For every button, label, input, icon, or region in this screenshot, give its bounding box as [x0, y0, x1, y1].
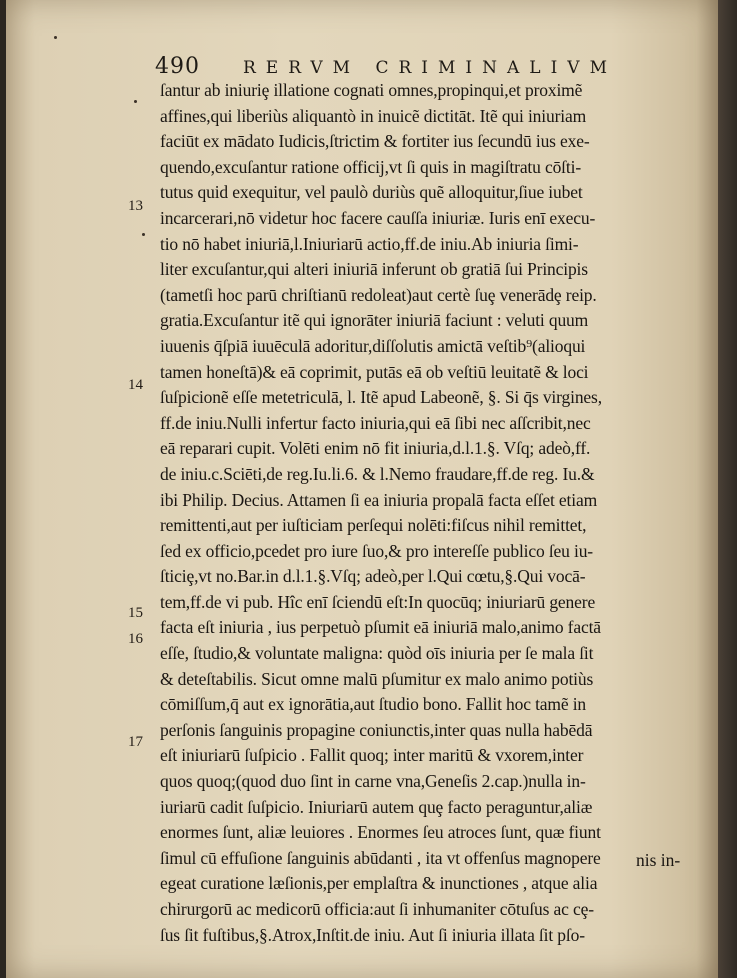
text-line: ſus ſit fuſtibus,§.Atrox,Inſtit.de iniu. Aut ſi iniuria illata ſit pſo-	[160, 924, 585, 945]
text-line: quos quoq;(quod duo ſint in carne vna,Geneſis 2.cap.)nulla in-	[160, 771, 586, 792]
margin-number: 16	[128, 631, 143, 647]
margin-dot	[142, 233, 145, 236]
text-line: iuriarū cadit ſuſpicio. Iniuriarū autem quȩ facto peraguntur,aliæ	[160, 796, 593, 817]
margin-number: 17	[128, 734, 143, 750]
text-line: eſt iniuriarū ſuſpicio . Fallit quoq; inter maritū & vxorem,inter	[160, 745, 584, 766]
text-line: ſimul cū effuſione ſanguinis abūdanti , ita vt offenſus magnopere	[160, 847, 601, 868]
text-line: quendo,excuſantur ratione officij,vt ſi quis in magiſtratu cōſti-	[160, 156, 581, 177]
text-line: ibi Philip. Decius. Attamen ſi ea iniuria propalā facta eſſet etiam	[160, 489, 598, 510]
text-line: tio nō habet iniuriā,l.Iniuriarū actio,ff.de iniu.Ab iniuria ſimi-	[160, 233, 579, 254]
text-line: ſuſpicionẽ eſſe metetriculā, l. Itẽ apud Labeonẽ, §. Si q̄s virgines,	[160, 387, 602, 408]
text-line: facta eſt iniuria , ius perpetuò pſumit eā iniuriā malo,animo factā	[160, 617, 601, 638]
text-line: tamen honeſtā)& eā coprimit, putās eā ob veſtiū leuitatẽ & loci	[160, 361, 589, 382]
page-number: 490	[155, 54, 200, 79]
text-line: cōmiſſum,q̄ aut ex ignorātia,aut ſtudio bono. Fallit hoc tamẽ in	[160, 694, 587, 715]
text-line: ſantur ab iniuriȩ illatione cognati omnes,propinqui,et proximẽ	[160, 80, 583, 100]
margin-number: 15	[128, 605, 143, 621]
page-speck	[54, 36, 57, 39]
margin-number: 13	[128, 198, 143, 214]
text-line: incarcerari,nō videtur hoc facere cauſſa iniuriæ. Iuris enī execu-	[160, 207, 596, 228]
text-line: de iniu.c.Sciēti,de reg.Iu.li.6. & l.Nemo fraudare,ff.de reg. Iu.&	[160, 463, 595, 484]
text-line: eā reparari cupit. Volēti enim nō fit iniuria,d.l.1.§. Vſq; adeò,ff.	[160, 438, 591, 459]
text-line: iuuenis q̄ſpiā iuuēculā adoritur,diſſolutis amictā veſtib⁹(alioqui	[160, 335, 586, 356]
text-line: tutus quid exequitur, vel paulò duriùs quẽ alloquitur,ſiue iubet	[160, 182, 583, 203]
text-line: & deteſtabilis. Sicut omne malū pſumitur ex malo animo potiùs	[160, 668, 594, 689]
text-line: tem,ff.de vi pub. Hîc enī ſciendū eſt:In quocūq; iniuriarū genere	[160, 591, 596, 612]
text-line: gratia.Excuſantur itẽ qui ignorāter iniuriā faciunt : veluti quum	[160, 310, 589, 331]
catchword: nis in-	[636, 850, 681, 870]
body-text	[160, 78, 688, 948]
text-line: egeat curatione læſionis,per emplaſtra & inunctiones , atque alia	[160, 873, 598, 894]
text-line: enormes ſunt, aliæ leuiores . Enormes ſeu atroces ſunt, quæ fiunt	[160, 822, 601, 843]
text-line: affines,qui liberiùs aliquantò in inuicẽ dictitāt. Itẽ qui iniuriam	[160, 105, 587, 126]
text-line: eſſe, ſtudio,& voluntate maligna: quòd oīs iniuria per ſe mala ſit	[160, 643, 594, 664]
text-line: liter excuſantur,qui alteri iniuriā inferunt ob gratiā ſui Principis	[160, 259, 588, 280]
text-line: ſed ex officio,pcedet pro iure ſuo,& pro intereſſe publico ſeu iu-	[160, 540, 593, 561]
text-line: perſonis ſanguinis propagine coniunctis,inter quas nulla habēdā	[160, 719, 593, 740]
text-line: ff.de iniu.Nulli infertur facto iniuria,qui eā ſibi nec aſſcribit,nec	[160, 412, 591, 433]
margin-dot	[134, 100, 137, 103]
text-line: remittenti,aut per iuſticiam perſequi nolēti:fiſcus nihil remittet,	[160, 515, 587, 536]
margin-number: 14	[128, 377, 143, 393]
text-line: chirurgorū ac medicorū officia:aut ſi inhumaniter cōtuſus ac cȩ-	[160, 899, 594, 919]
text-line: ſticiȩ,vt no.Bar.in d.l.1.§.Vſq; adeò,per l.Qui cœtu,§.Qui vocā-	[160, 566, 586, 587]
text-line: (tametſi hoc parū chriſtianū redoleat)aut certè ſuȩ venerādȩ reip.	[160, 284, 597, 305]
text-line: faciūt ex mādato Iudicis,ſtrictim & fortiter ius ſecundū ius exe-	[160, 131, 590, 152]
running-title: RERVM CRIMINALIVM	[243, 58, 617, 78]
